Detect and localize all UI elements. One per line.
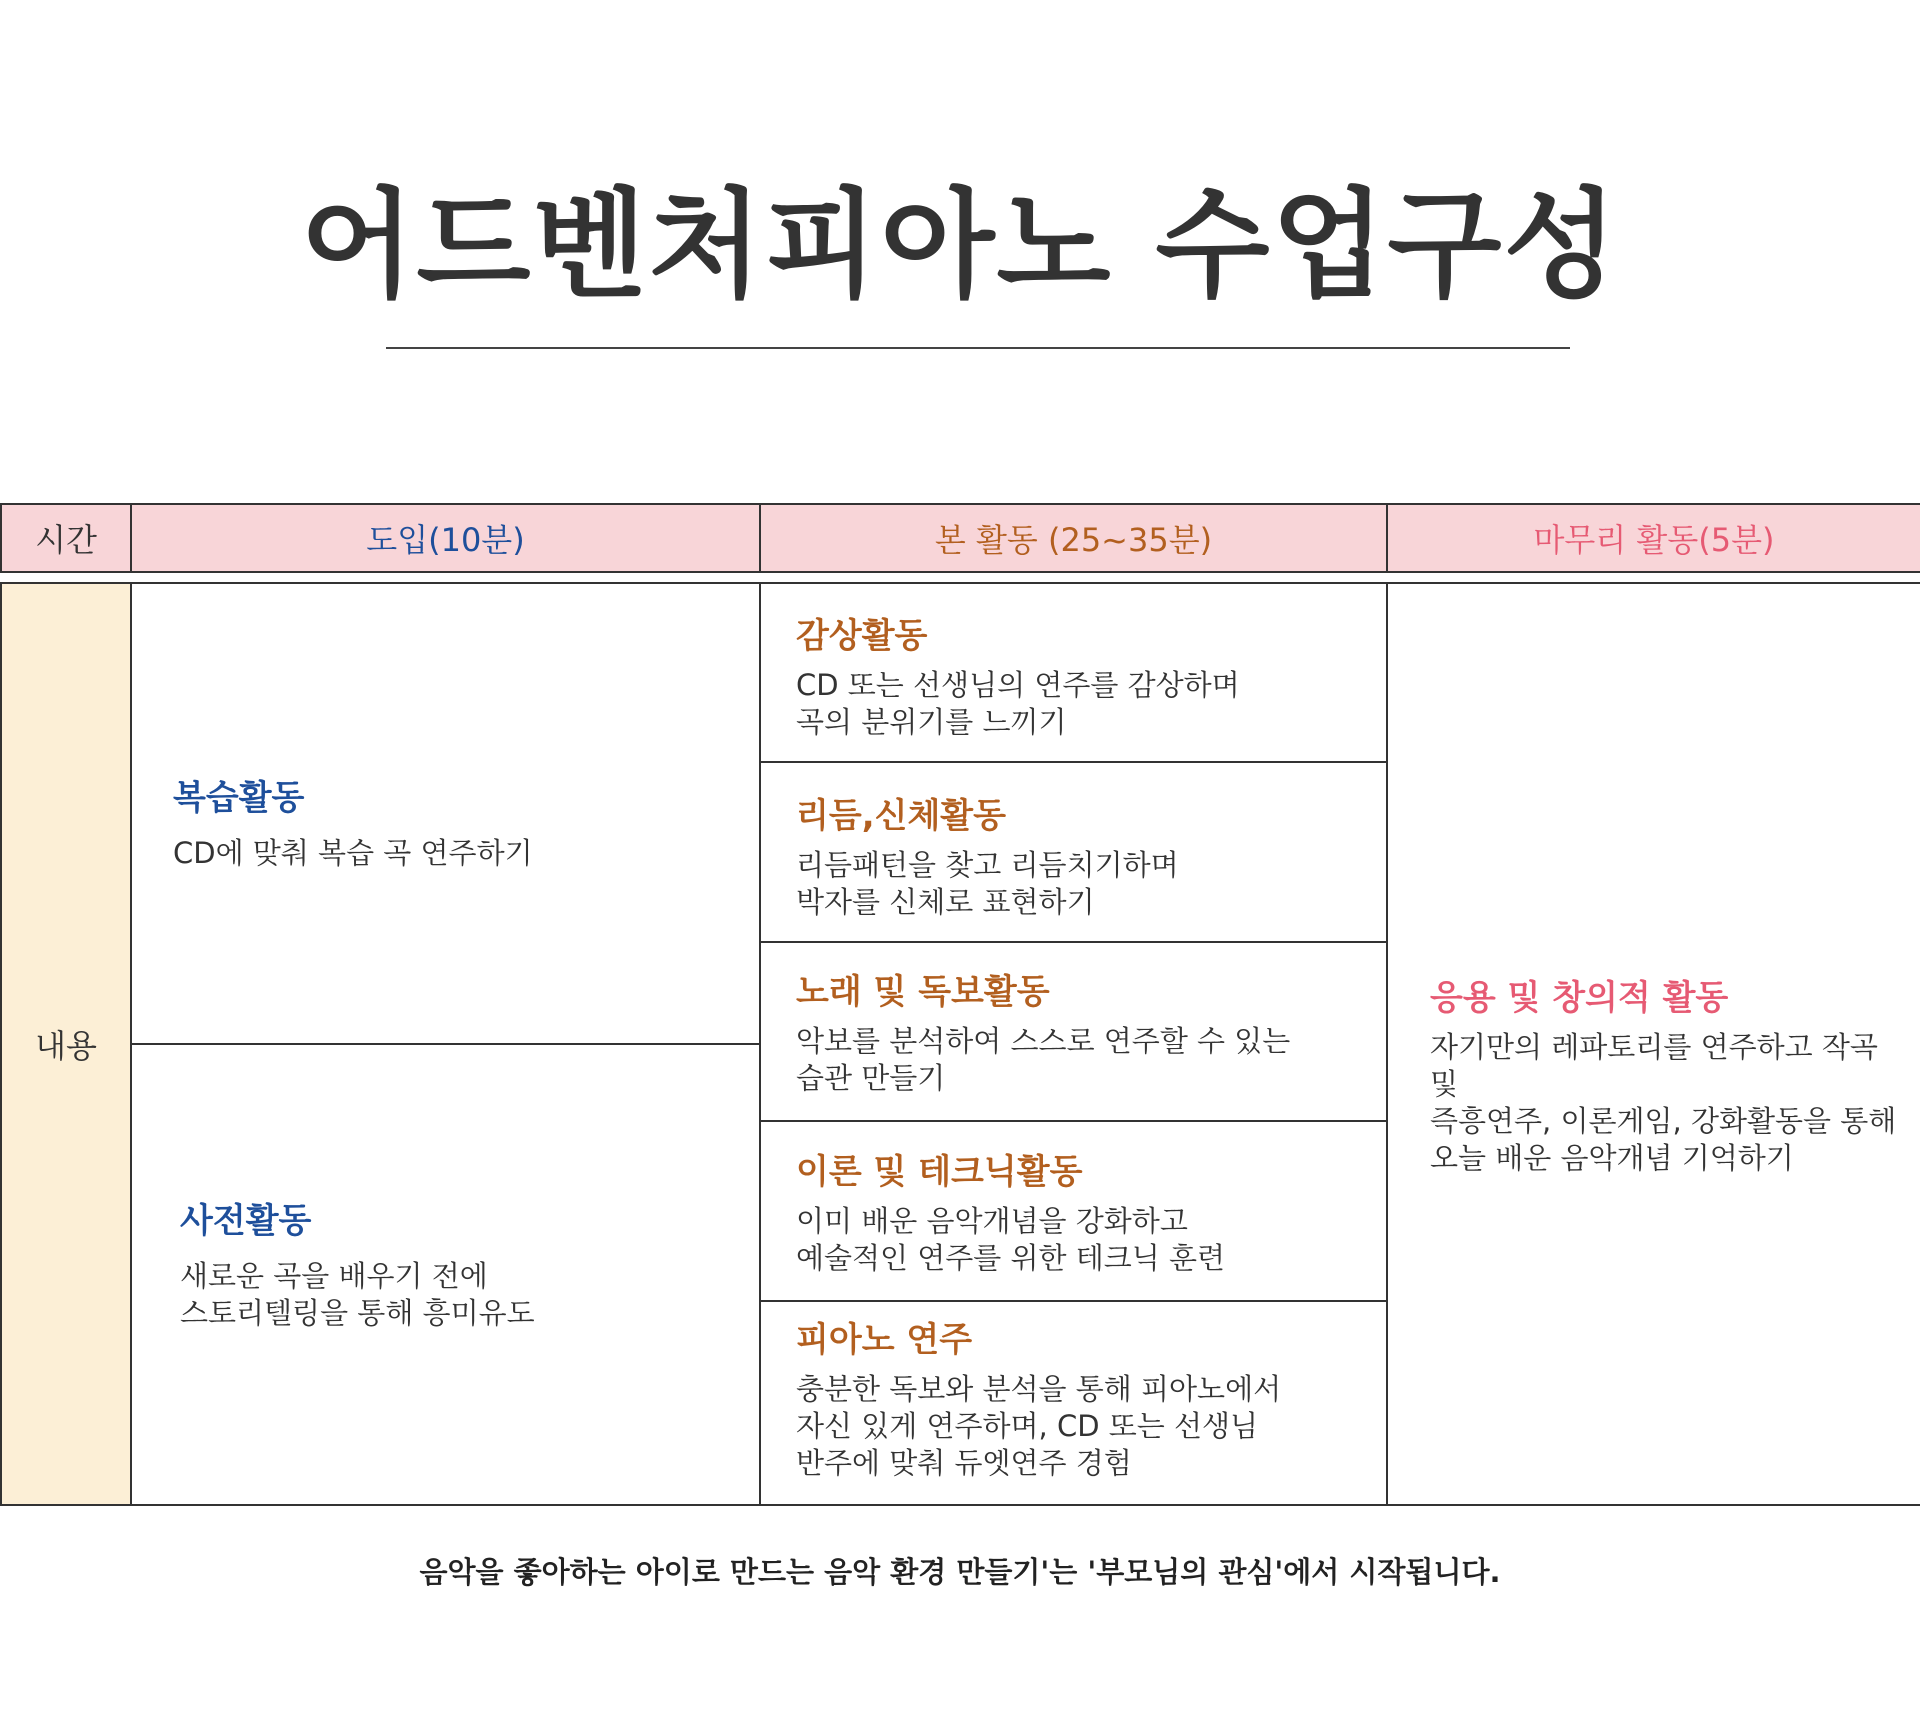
intro-divider xyxy=(130,1043,761,1045)
intro-activity-heading: 사전활동 xyxy=(180,1201,312,1241)
header-main-label: 본 활동 (25~35분) xyxy=(934,521,1213,559)
main-divider xyxy=(759,1300,1388,1302)
intro-activity-desc: 새로운 곡을 배우기 전에 스토리텔링을 통해 흥미유도 xyxy=(180,1259,535,1330)
page-title: 어드벤처피아노 수업구성 xyxy=(300,176,1620,314)
header-closing-cell xyxy=(1386,503,1920,573)
main-activity-desc: 충분한 독보와 분석을 통해 피아노에서 자신 있게 연주하며, CD 또는 선생님 반주에 맞춰 듀엣연주 경험 xyxy=(796,1372,1282,1480)
content-label: 내용 xyxy=(35,1027,97,1065)
main-activity-heading: 이론 및 테크닉활동 xyxy=(796,1152,1083,1192)
header-intro-label: 도입(10분) xyxy=(366,521,525,559)
main-activity-heading: 감상활동 xyxy=(796,616,928,656)
title-divider xyxy=(386,347,1570,349)
main-divider xyxy=(759,941,1388,943)
footer-note: 음악을 좋아하는 아이로 만드는 음악 환경 만들기'는 '부모님의 관심'에서 시작됩니다. xyxy=(419,1555,1501,1589)
intro-activity-preview xyxy=(180,1193,740,1332)
intro-activity-heading: 복습활동 xyxy=(173,778,305,818)
header-time-cell xyxy=(0,503,132,573)
header-time-label: 시간 xyxy=(35,521,97,559)
header-main-cell xyxy=(759,503,1388,573)
closing-activity xyxy=(1430,970,1910,1177)
header-closing-label: 마무리 활동(5분) xyxy=(1533,521,1775,559)
main-activity-theory xyxy=(796,1144,1376,1277)
main-divider xyxy=(759,761,1388,763)
main-activity-singing xyxy=(796,964,1376,1097)
main-activity-heading: 노래 및 독보활동 xyxy=(796,972,1050,1012)
main-activity-desc: CD 또는 선생님의 연주를 감상하며 곡의 분위기를 느끼기 xyxy=(796,668,1240,739)
header-intro-cell xyxy=(130,503,761,573)
intro-activity-desc: CD에 맞춰 복습 곡 연주하기 xyxy=(173,836,533,870)
main-activity-desc: 이미 배운 음악개념을 강화하고 예술적인 연주를 위한 테크닉 훈련 xyxy=(796,1204,1226,1275)
main-activity-heading: 피아노 연주 xyxy=(796,1320,973,1360)
closing-activity-heading: 응용 및 창의적 활동 xyxy=(1430,978,1729,1018)
intro-activity-review xyxy=(173,770,733,872)
main-activity-piano xyxy=(796,1312,1376,1482)
main-activity-desc: 악보를 분석하여 스스로 연주할 수 있는 습관 만들기 xyxy=(796,1024,1291,1095)
closing-activity-desc: 자기만의 레파토리를 연주하고 작곡 및 즉흥연주, 이론게임, 강화활동을 통해 오늘 배운 음악개념 기억하기 xyxy=(1430,1030,1897,1175)
main-activity-desc: 리듬패턴을 찾고 리듬치기하며 박자를 신체로 표현하기 xyxy=(796,848,1179,919)
main-activity-rhythm xyxy=(796,788,1376,921)
main-activity-heading: 리듬,신체활동 xyxy=(796,796,1006,836)
main-divider xyxy=(759,1120,1388,1122)
content-label-cell xyxy=(0,582,132,1506)
main-activity-appreciation xyxy=(796,608,1376,741)
